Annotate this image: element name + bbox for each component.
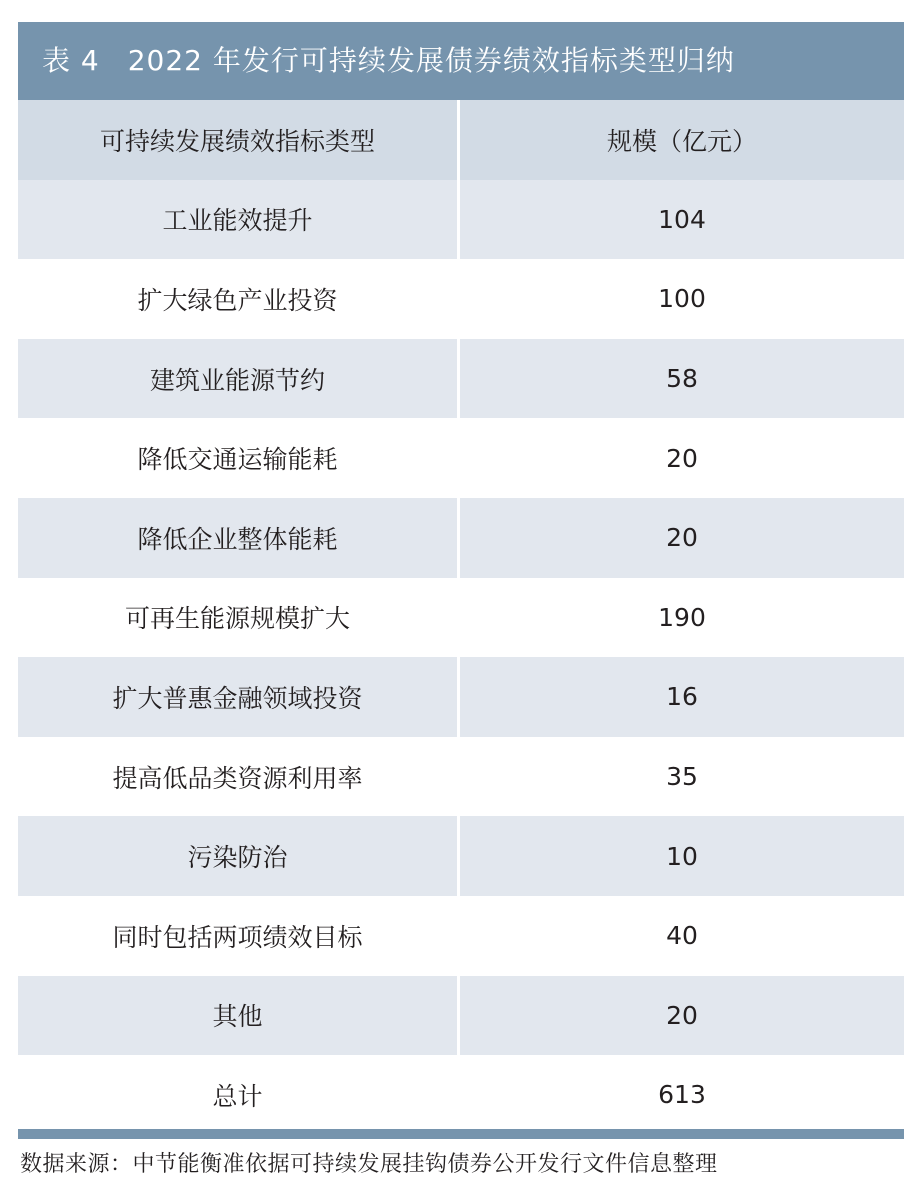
scale-cell: 58	[666, 364, 698, 394]
scale-cell: 40	[666, 921, 698, 951]
scale-cell: 100	[658, 284, 706, 314]
indicator-type-cell: 提高低品类资源利用率	[18, 737, 460, 817]
scale-cell: 20	[666, 443, 698, 473]
table-row	[18, 339, 904, 419]
indicator-type-cell: 降低交通运输能耗	[18, 418, 460, 498]
table-row	[18, 259, 904, 339]
scale-cell: 20	[666, 523, 698, 553]
table-row	[18, 737, 904, 817]
table-row	[18, 578, 904, 658]
scale-cell: 20	[666, 1000, 698, 1030]
table-row	[18, 498, 904, 578]
table-title	[18, 22, 904, 100]
indicator-type-cell: 同时包括两项绩效目标	[18, 896, 460, 976]
table-title-text: 2022 年发行可持续发展债券绩效指标类型归纳	[127, 44, 735, 77]
indicator-type-cell: 扩大绿色产业投资	[18, 259, 460, 339]
table-number: 表 4	[42, 44, 100, 77]
indicator-type-cell: 建筑业能源节约	[18, 339, 460, 419]
header-scale: 规模（亿元）	[606, 126, 757, 156]
total-label-cell: 总计	[18, 1055, 460, 1135]
indicator-type-cell: 可再生能源规模扩大	[18, 578, 460, 658]
total-value-cell: 613	[658, 1080, 706, 1110]
header-indicator-type: 可持续发展绩效指标类型	[18, 100, 460, 180]
indicator-type-cell: 污染防治	[18, 816, 460, 896]
table-header-row	[18, 100, 904, 180]
table-total-row	[18, 1055, 904, 1135]
indicator-type-cell: 工业能效提升	[18, 180, 460, 260]
data-table	[18, 100, 904, 1135]
scale-cell: 35	[666, 762, 698, 792]
table-row	[18, 418, 904, 498]
indicator-type-cell: 其他	[18, 976, 460, 1056]
table-row	[18, 180, 904, 260]
scale-cell: 10	[666, 841, 698, 871]
table-row	[18, 976, 904, 1056]
scale-cell: 104	[658, 204, 706, 234]
scale-cell: 16	[666, 682, 698, 712]
scale-cell: 190	[658, 602, 706, 632]
bottom-divider	[18, 1129, 904, 1139]
table-row	[18, 816, 904, 896]
indicator-type-cell: 降低企业整体能耗	[18, 498, 460, 578]
indicator-type-cell: 扩大普惠金融领域投资	[18, 657, 460, 737]
table-row	[18, 657, 904, 737]
table-row	[18, 896, 904, 976]
data-source-note: 数据来源：中节能衡准依据可持续发展挂钩债券公开发行文件信息整理	[20, 1152, 718, 1177]
